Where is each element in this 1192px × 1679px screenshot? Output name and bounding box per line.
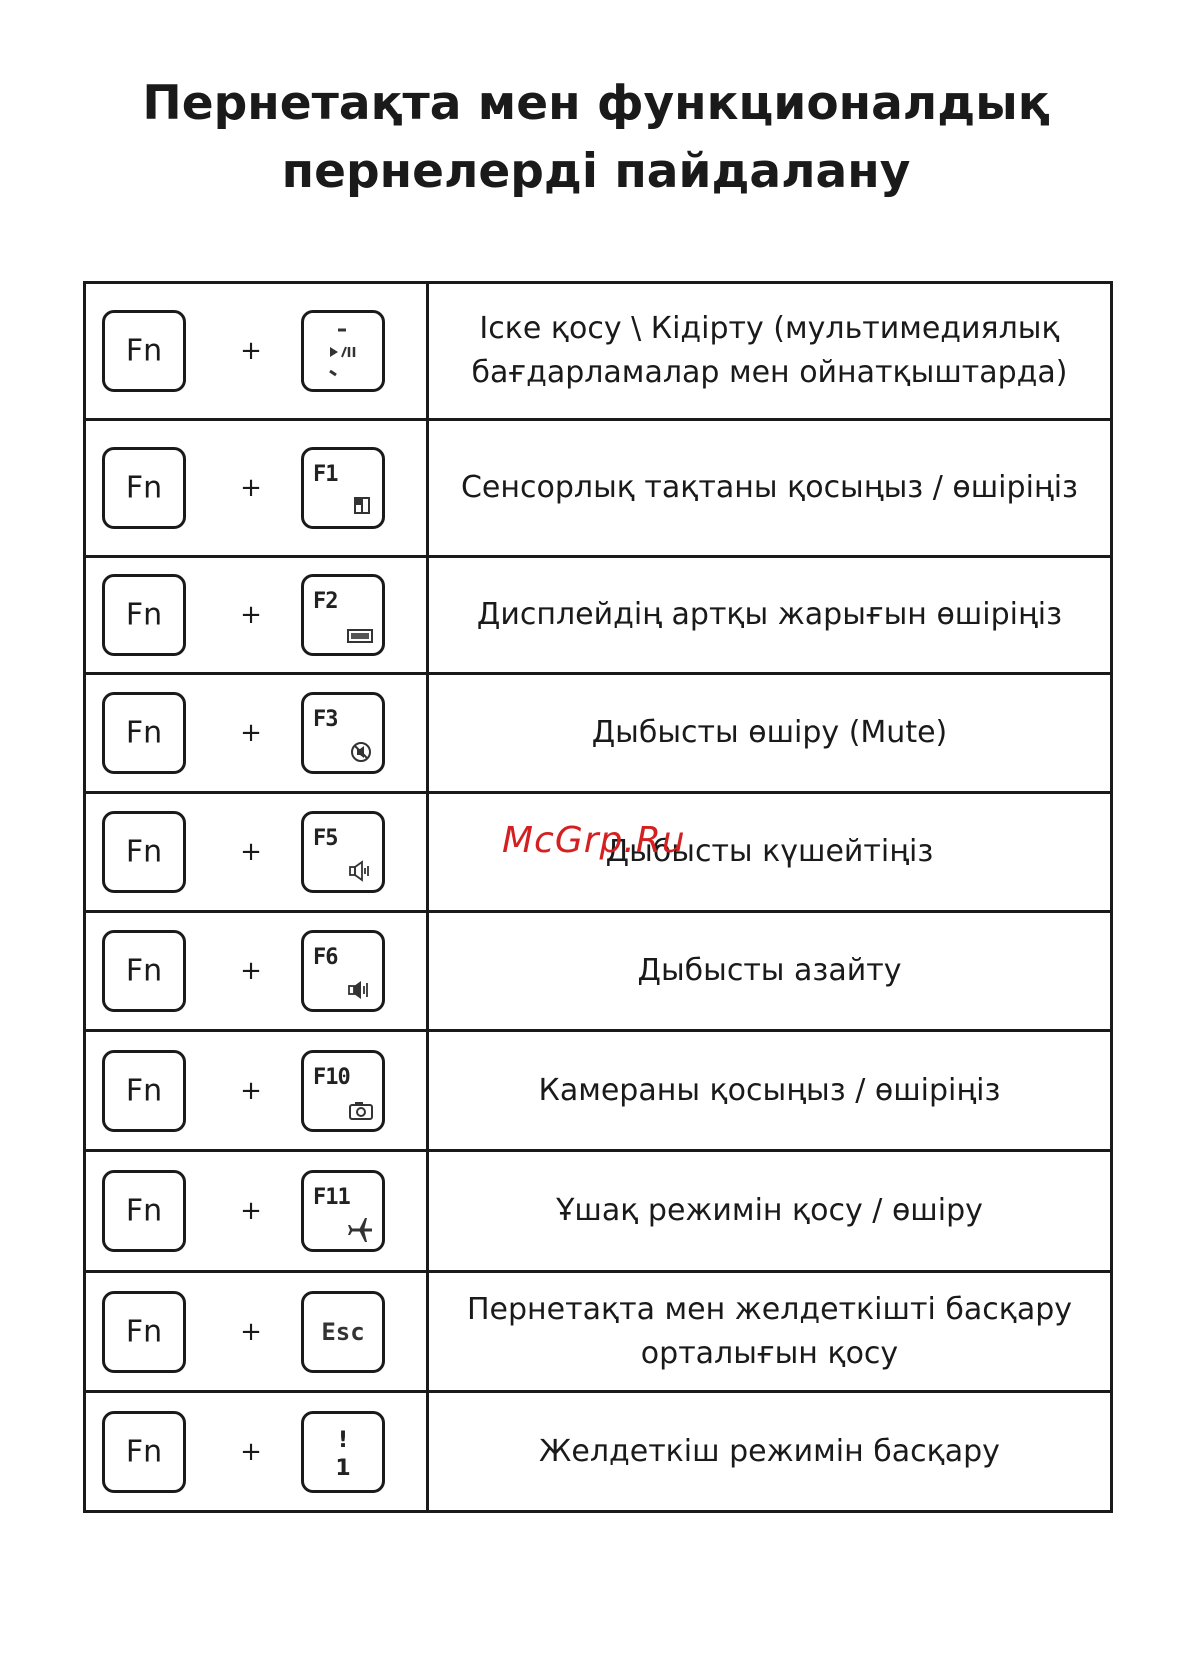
key-combo (85, 1272, 428, 1392)
volume-down-icon (344, 974, 374, 1002)
key-combo (85, 1031, 428, 1151)
function-keys-table (83, 281, 1113, 1513)
key-combo (85, 1151, 428, 1272)
table-row (85, 1392, 1112, 1512)
plus-sign: + (240, 600, 262, 630)
key-combo (85, 793, 428, 912)
description: Камераны қосыңыз / өшіріңіз (428, 1031, 1112, 1151)
airplane-icon (344, 1214, 374, 1242)
mute-icon (344, 736, 374, 764)
f10-key: F10 (301, 1050, 385, 1132)
fn-key: Fn (102, 1411, 186, 1493)
f6-key: F6 (301, 930, 385, 1012)
table-row (85, 283, 1112, 420)
description: Дыбысты өшіру (Mute) (428, 674, 1112, 793)
table-row (85, 912, 1112, 1031)
description: Іске қосу \ Кідірту (мультимедиялық бағдарламалар мен ойнатқыштарда) (428, 283, 1112, 420)
plus-sign: + (240, 1196, 262, 1226)
plus-sign: + (240, 336, 262, 366)
title-line-2: пернелерді пайдалану (281, 144, 911, 199)
plus-sign: + (240, 1075, 262, 1106)
description: Пернетақта мен желдеткішті басқару орталығын қосу (428, 1272, 1112, 1392)
fn-key: Fn (102, 310, 186, 392)
lcd-backlight-icon (344, 618, 374, 646)
fn-key: Fn (102, 811, 186, 893)
plus-sign: + (240, 473, 262, 503)
description: Желдеткіш режимін басқару (428, 1392, 1112, 1512)
description: Ұшақ режимін қосу / өшіру (428, 1151, 1112, 1272)
watermark: McGrp.Ru (502, 820, 686, 861)
table-row (85, 420, 1112, 557)
description: Дыбысты азайту (428, 912, 1112, 1031)
table-row (85, 1031, 1112, 1151)
play-pause-key (301, 310, 385, 392)
plus-sign: + (240, 956, 262, 986)
fn-key: Fn (102, 447, 186, 529)
key-combo (85, 283, 428, 420)
camera-icon (344, 1094, 374, 1122)
plus-sign: + (240, 1316, 262, 1347)
key-combo (85, 1392, 428, 1512)
f1-key: F1 (301, 447, 385, 529)
table-row (85, 1272, 1112, 1392)
fn-key: Fn (102, 574, 186, 656)
page-title (0, 70, 1192, 206)
play-pause-icon (304, 313, 382, 389)
title-line-1: Пернетақта мен функционалдық (142, 76, 1050, 131)
fn-key: Fn (102, 1170, 186, 1252)
esc-key: Esc (301, 1291, 385, 1373)
table-row (85, 557, 1112, 674)
table-row (85, 674, 1112, 793)
key-combo (85, 420, 428, 557)
fn-key: Fn (102, 1291, 186, 1373)
f3-key: F3 (301, 692, 385, 774)
table-row (85, 1151, 1112, 1272)
f5-key: F5 (301, 811, 385, 893)
touchpad-icon (344, 491, 374, 519)
fn-key: Fn (102, 930, 186, 1012)
fn-key: Fn (102, 1050, 186, 1132)
one-key: ! 1 (301, 1411, 385, 1493)
description: Дисплейдің артқы жарығын өшіріңіз (428, 557, 1112, 674)
plus-sign: + (240, 837, 262, 867)
f11-key: F11 (301, 1170, 385, 1252)
key-combo (85, 674, 428, 793)
volume-up-icon (344, 855, 374, 883)
plus-sign: + (240, 1436, 262, 1467)
plus-sign: + (240, 718, 262, 748)
description: Сенсорлық тақтаны қосыңыз / өшіріңіз (428, 420, 1112, 557)
key-combo (85, 912, 428, 1031)
description: Дыбысты күшейтіңіз (428, 793, 1112, 912)
fn-key: Fn (102, 692, 186, 774)
f2-key: F2 (301, 574, 385, 656)
key-combo (85, 557, 428, 674)
